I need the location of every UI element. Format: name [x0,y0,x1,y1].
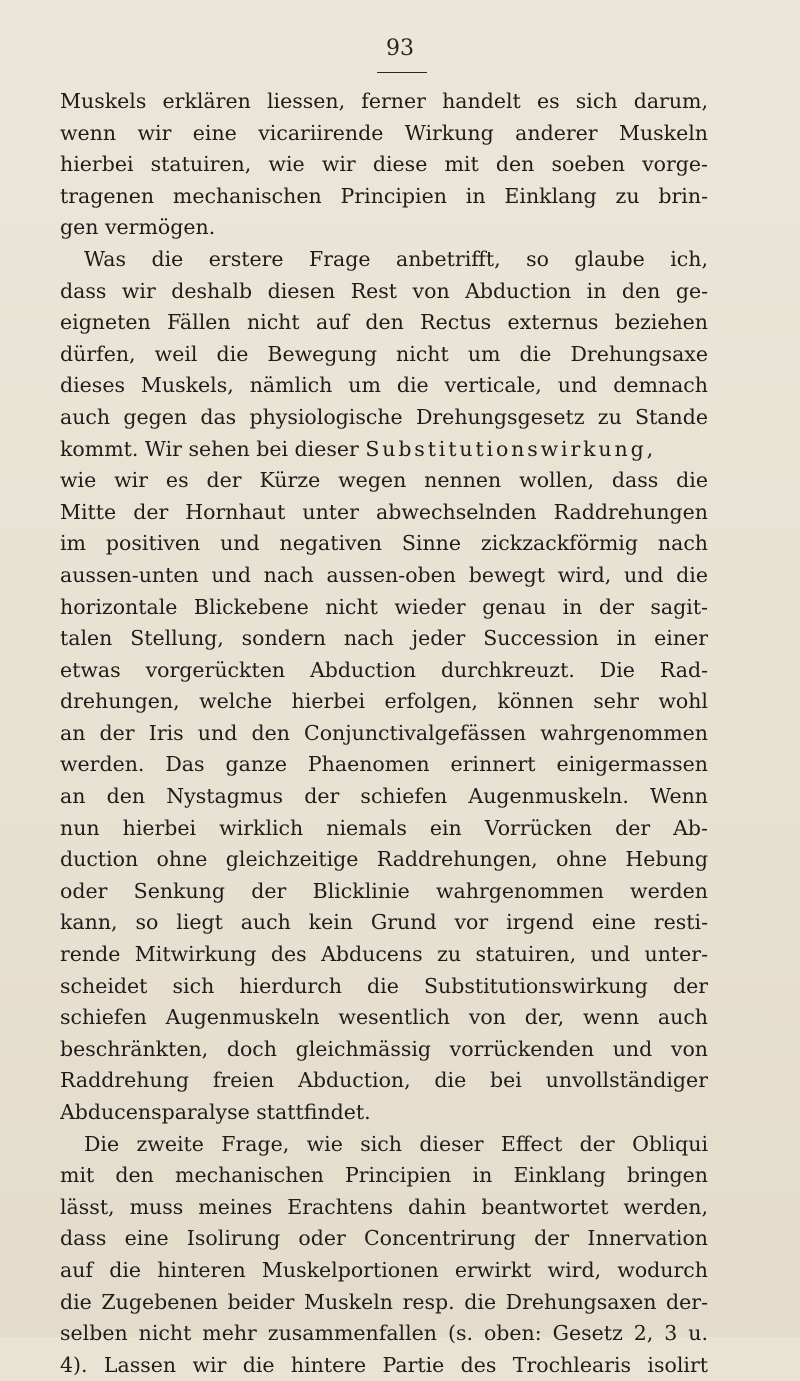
paragraph-start-line: Was die erstere Frage anbetrifft, so glaube ich, [84,246,708,271]
page-number: 93 [386,36,414,61]
page-number-rule [377,72,427,73]
text-line: oder Senkung der Blicklinie wahrgenommen werden [60,878,708,903]
text-line: gen vermögen. [60,215,216,240]
text-line: dürfen, weil die Bewegung nicht um die Drehungsaxe [60,341,708,366]
text-line: eigneten Fällen nicht auf den Rectus externus beziehen [60,310,708,335]
text-line: horizontale Blickebene nicht wieder genau in der sagit- [60,594,708,619]
text-line: an den Nystagmus der schiefen Augenmuskeln. Wenn [60,784,708,809]
text-line: auf die hinteren Muskelportionen erwirkt wird, wodurch [60,1257,708,1282]
text-line: lässt, muss meines Erachtens dahin beantwortet werden, [60,1194,708,1219]
text-line: auch gegen das physiologische Drehungsgesetz zu Stande [60,404,708,429]
text-line: mit den mechanischen Principien in Einklang bringen [60,1163,708,1188]
text-line: dieses Muskels, nämlich um die verticale, und demnach [60,373,708,398]
text-line: scheidet sich hierdurch die Substitutionswirkung der [60,973,708,998]
text-line: selben nicht mehr zusammenfallen (s. oben: Gesetz 2, 3 u. [60,1321,708,1346]
text-line-with-emphasis [60,434,708,466]
text-line: drehungen, welche hierbei erfolgen, können sehr wohl [60,689,708,714]
text-line: nun hierbei wirklich niemals ein Vorrücken der Ab- [60,815,708,840]
text-line: 4). Lassen wir die hintere Partie des Trochlearis isolirt [60,1352,708,1377]
text-line: an der Iris und den Conjunctivalgefässen wahrgenommen [60,720,708,745]
text-line: kann, so liegt auch kein Grund vor irgend eine resti- [60,910,708,935]
text-line: Mitte der Hornhaut unter abwechselnden Raddrehungen [60,499,708,524]
text-line: dass eine Isolirung oder Concentrirung der Innervation [60,1226,708,1251]
text-line: dass wir deshalb diesen Rest von Abduction in den ge- [60,278,708,303]
body-text [60,86,708,1381]
text-line: Raddrehung freien Abduction, die bei unvollständiger [60,1068,708,1093]
text-line: werden. Das ganze Phaenomen erinnert einigermassen [60,752,708,777]
text-line: im positiven und negativen Sinne zickzackförmig nach [60,531,708,556]
text-line: rende Mitwirkung des Abducens zu statuiren, und unter- [60,942,708,967]
text-line: wie wir es der Kürze wegen nennen wollen, dass die [60,468,708,493]
text-line: Abducensparalyse stattfindet. [60,1100,371,1124]
emphasized-term: Substitutionswirkung [365,436,647,461]
text-line: wenn wir eine vicariirende Wirkung anderer Muskeln [60,120,708,145]
text-line: etwas vorgerückten Abduction durchkreuzt. Die Rad- [60,657,708,682]
text-line: tragenen mechanischen Principien in Einklang zu brin- [60,183,708,208]
text-line: beschränkten, doch gleichmässig vorrückenden und von [60,1036,708,1061]
paragraph-start-line: Die zweite Frage, wie sich dieser Effect der Obliqui [84,1131,708,1156]
text-line: die Zugebenen beider Muskeln resp. die Drehungsaxen der- [60,1289,708,1314]
text-line: schiefen Augenmuskeln wesentlich von der, wenn auch [60,1005,708,1030]
text-line: duction ohne gleichzeitige Raddrehungen, ohne Hebung [60,847,708,872]
text-line: aussen-unten und nach aussen-oben bewegt wird, und die [60,562,708,587]
text-line: talen Stellung, sondern nach jeder Succession in einer [60,626,708,651]
text-fragment: kommt. Wir sehen bei dieser [60,436,359,461]
text-line: hierbei statuiren, wie wir diese mit den soeben vorge- [60,152,708,177]
text-fragment: , [646,436,654,461]
text-line: Muskels erklären liessen, ferner handelt es sich darum, [60,89,708,113]
